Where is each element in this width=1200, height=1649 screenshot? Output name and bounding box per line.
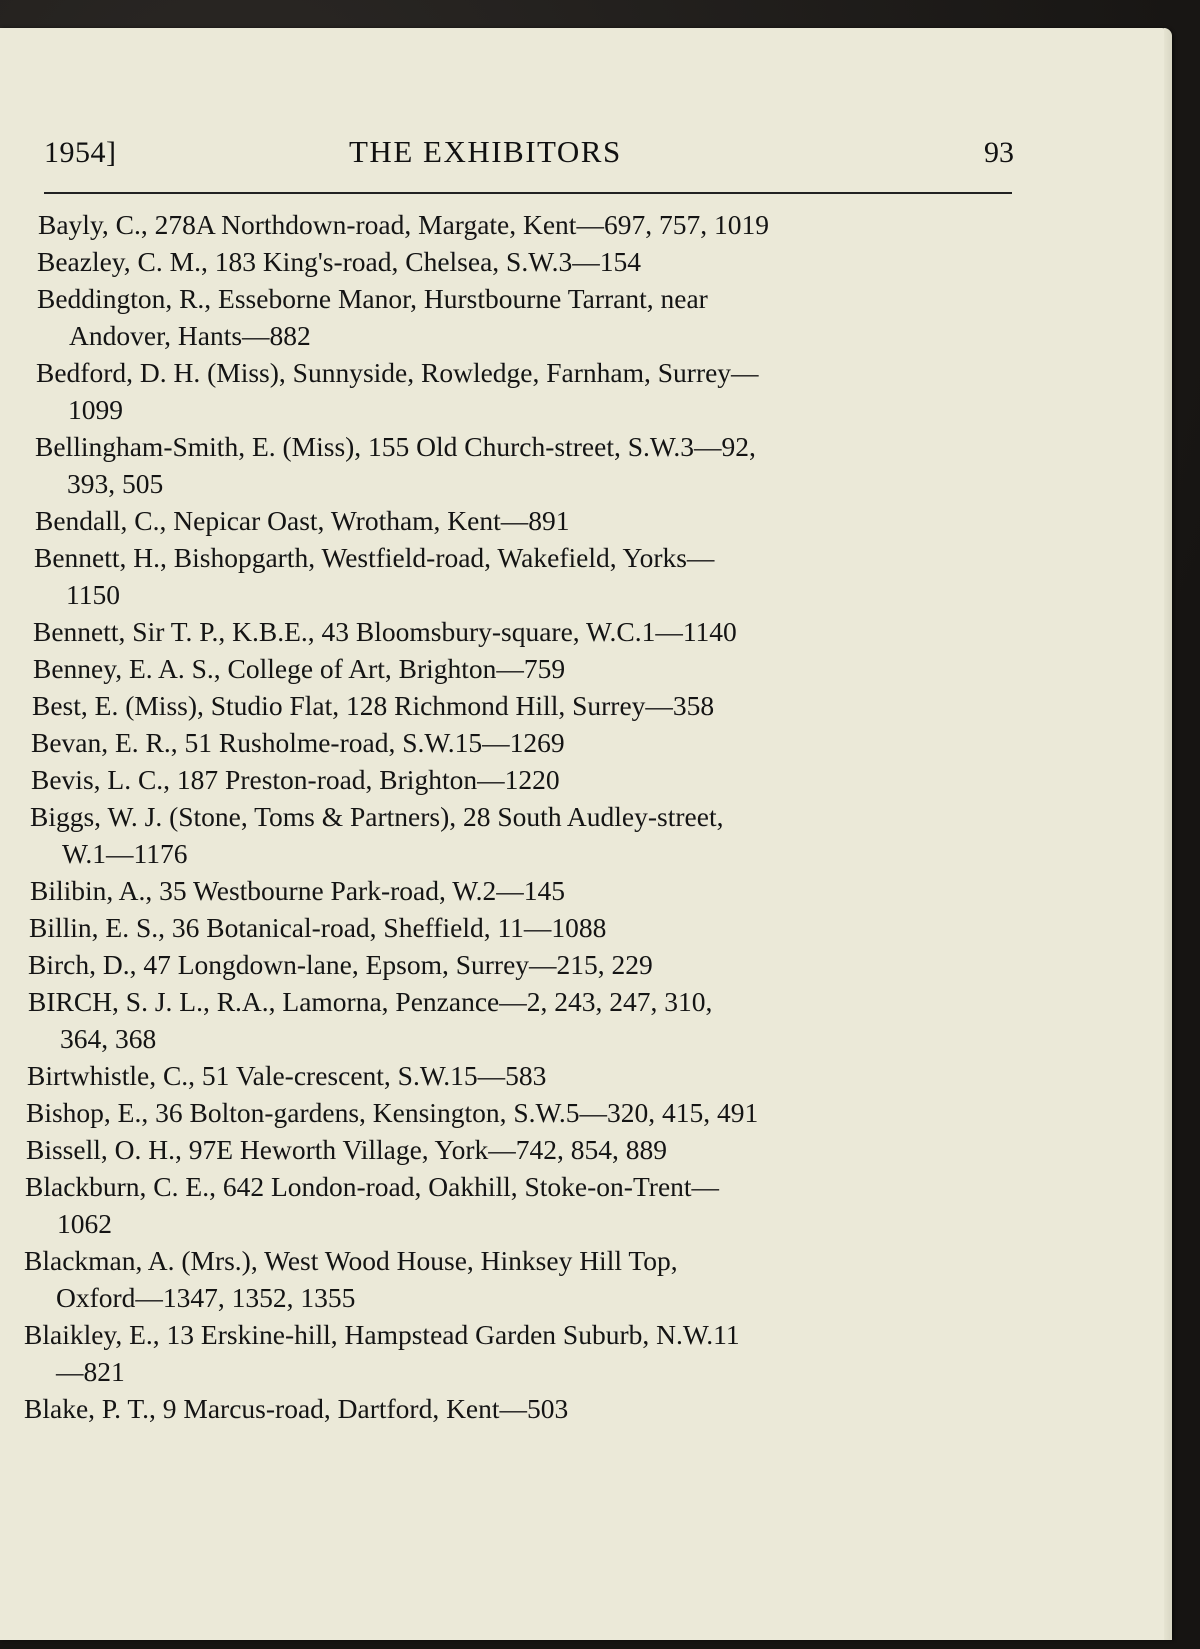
entry-line: Bishop, E., 36 Bolton-gardens, Kensington, S.W.5—320, 415, 491 [26, 1097, 759, 1128]
entry-continuation-line: W.1—1176 [62, 838, 188, 869]
entry-line: Birtwhistle, C., 51 Vale-crescent, S.W.15—583 [27, 1060, 547, 1091]
entry-line: Bedford, D. H. (Miss), Sunnyside, Rowledge, Farnham, Surrey— [36, 357, 759, 388]
entry-continuation-line: 1099 [68, 394, 123, 425]
entry-line: Bayly, C., 278A Northdown-road, Margate, Kent—697, 757, 1019 [38, 209, 769, 240]
entry-line: Bevis, L. C., 187 Preston-road, Brighton—1220 [31, 764, 560, 795]
entry-line: Blackman, A. (Mrs.), West Wood House, Hinksey Hill Top, [24, 1245, 678, 1276]
entry-line: Bissell, O. H., 97E Heworth Village, York—742, 854, 889 [26, 1134, 668, 1165]
entry-line: Blake, P. T., 9 Marcus-road, Dartford, Kent—503 [24, 1393, 569, 1424]
exhibitor-entry [24, 1242, 1024, 1316]
entry-continuation-line: Oxford—1347, 1352, 1355 [56, 1282, 356, 1313]
exhibitor-entry [30, 872, 1024, 909]
entry-line: Bennett, H., Bishopgarth, Westfield-road, Wakefield, Yorks— [34, 542, 715, 573]
exhibitor-list [24, 206, 1024, 1427]
entry-line: BIRCH, S. J. L., R.A., Lamorna, Penzance—2, 243, 247, 310, [28, 986, 713, 1017]
entry-line: Blackburn, C. E., 642 London-road, Oakhill, Stoke-on-Trent— [25, 1171, 720, 1202]
entry-continuation-line: 1150 [66, 579, 120, 610]
exhibitor-entry [36, 354, 1024, 428]
exhibitor-entry [28, 946, 1024, 983]
running-header [44, 108, 1014, 168]
exhibitor-entry [34, 539, 1024, 613]
exhibitor-entry [29, 909, 1024, 946]
exhibitor-entry [26, 1131, 1024, 1168]
entry-continuation-line: —821 [56, 1356, 125, 1387]
entry-line: Bilibin, A., 35 Westbourne Park-road, W.2—145 [30, 875, 566, 906]
exhibitor-entry [37, 243, 1024, 280]
exhibitor-entry [27, 1057, 1024, 1094]
exhibitor-entry [31, 761, 1024, 798]
entry-line: Best, E. (Miss), Studio Flat, 128 Richmond Hill, Surrey—358 [32, 690, 715, 721]
exhibitor-entry [24, 1390, 1024, 1427]
exhibitor-entry [33, 613, 1024, 650]
entry-line: Blaikley, E., 13 Erskine-hill, Hampstead Garden Suburb, N.W.11 [24, 1319, 740, 1350]
entry-line: Bendall, C., Nepicar Oast, Wrotham, Kent—891 [35, 505, 570, 536]
entry-line: Benney, E. A. S., College of Art, Brighton—759 [33, 653, 566, 684]
page-edge [1164, 28, 1172, 1640]
exhibitor-entry [32, 687, 1024, 724]
entry-line: Birch, D., 47 Longdown-lane, Epsom, Surrey—215, 229 [28, 949, 653, 980]
header-rule [44, 192, 1012, 194]
entry-line: Billin, E. S., 36 Botanical-road, Sheffield, 11—1088 [29, 912, 607, 943]
exhibitor-entry [33, 650, 1024, 687]
exhibitor-entry [26, 1094, 1024, 1131]
entry-line: Bellingham-Smith, E. (Miss), 155 Old Church-street, S.W.3—92, [35, 431, 756, 462]
entry-continuation-line: 1062 [57, 1208, 112, 1239]
header-title: THE EXHIBITORS [349, 134, 622, 169]
entry-line: Beazley, C. M., 183 King's-road, Chelsea, S.W.3—154 [37, 246, 642, 277]
entry-continuation-line: Andover, Hants—882 [69, 320, 311, 351]
exhibitor-entry [38, 206, 1024, 243]
entry-line: Beddington, R., Esseborne Manor, Hurstbourne Tarrant, near [37, 283, 708, 314]
exhibitor-entry [35, 502, 1024, 539]
entry-line: Bennett, Sir T. P., K.B.E., 43 Bloomsbury-square, W.C.1—1140 [33, 616, 737, 647]
entry-line: Biggs, W. J. (Stone, Toms & Partners), 28 South Audley-street, [30, 801, 724, 832]
exhibitor-entry [35, 428, 1024, 502]
entry-line: Bevan, E. R., 51 Rusholme-road, S.W.15—1269 [31, 727, 565, 758]
exhibitor-entry [37, 280, 1024, 354]
header-year: 1954] [44, 136, 117, 169]
exhibitor-entry [31, 724, 1024, 761]
entry-continuation-line: 393, 505 [67, 468, 164, 499]
exhibitor-entry [24, 1316, 1024, 1390]
entry-continuation-line: 364, 368 [60, 1023, 157, 1054]
exhibitor-entry [30, 798, 1024, 872]
exhibitor-entry [25, 1168, 1024, 1242]
exhibitor-entry [28, 983, 1024, 1057]
page-number: 93 [984, 136, 1014, 169]
